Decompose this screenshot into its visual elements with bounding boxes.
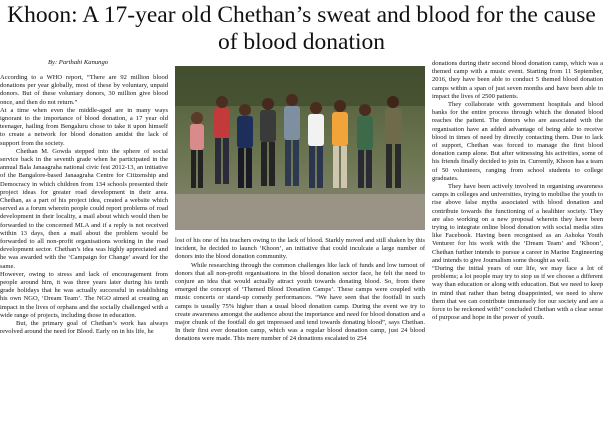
article-byline: By: Parthabi Kanungo	[48, 59, 109, 66]
article-column-2	[175, 237, 425, 432]
team-photo-illustration	[175, 66, 425, 230]
team-photo	[175, 66, 425, 230]
paragraph: However, owing to stress and lack of encouragement from people around him, it was three years later during his tenth grade holidays that he was actually successful in establishing his own NGO, ‘Dream Team’. The NGO aimed at creating an impact in the lives of orphans and the socially challenged with a wide range of projects, including those in education.	[0, 270, 168, 319]
paragraph: lost of his one of his teachers owing to the lack of blood. Starkly moved and still shaken by this incident, he decided to launch ‘Khoon’, an initiative that could inculcate a large number of donors into the blood donation community.	[175, 237, 425, 261]
paragraph: While researching through the common challenges like lack of funds and low turnout of donors that all non-profit organisations in the blood donation sector face, he felt the need to conjure an idea that would actually attract youth towards donating blood. So, from there emerged the concept of ‘Themed Blood Donation Camps’. These camps were coupled with music concerts or stand-up comedy performances. “We have seen that the footfall in such camps is usually 75% higher than a usual blood donation camp. During the event we try to create awareness amongst the audience about the importance and need for blood donation and a major chunk of the footfall do get impressed and tend towards donating blood”, says Chethan. In their first ever donation camp, which was a regular blood donation camp, just 24 blood donations were made. This mere number of 24 donations escalated to 254	[175, 261, 425, 343]
paragraph: But, the primary goal of Chethan’s work has always revolved around the need for Blood. Early on in his life, he	[0, 320, 168, 336]
paragraph: “During the initial years of our life, we may face a lot of problems; a lot people may try to stop us if we choose a different way than education or along with education. But we need to keep in mind that rather than being disappointed, we need to show them that we can contribute immensely for our society and are a force to be reckoned with!” concluded Chethan with a clear sense of purpose and hope in the power of youth.	[432, 265, 603, 322]
paragraph: They collaborate with government hospitals and blood banks for the entire process through which the donated blood reaches the patient. The donors who are associated with the organisation have an added advantage of being able to receive blood in times of need by directly contacting them. Due to lack of support, Chethan was forced to manage the first blood donation camp alone. But after witnessing his activities, some of his friends finally decided to join in. Currently, Khoon has a team of 50 volunteers, ranging from school students to college graduates.	[432, 101, 603, 182]
ground	[175, 194, 425, 230]
paragraph: Chethan M. Gowda stepped into the sphere of social service back in the seventh grade when he participated in the annual Bala Janaagraha national civic fest 2012-13, an initiative of the Bangalore-based Janaagraha Centre for Citizenship and Democracy in which children from 134 schools presented their project ideas for greater road development in their area. Chethan, as a part of his project idea, created a website which served as a forum wherein people could report problems of road development in their locality, a mail about which would then be forwarded to the concerned MLA and if a reply is not received within 13 days, then a mail about the problem would be forwarded to all non-profit organisations working in the road development sector. Chethan’s idea was highly appreciated and he was awarded with the ‘Campaign for Change’ award for the same.	[0, 147, 168, 270]
paragraph: At a time when even the middle-aged are in many ways ignorant to the importance of blood donation, a 17 year old teenager, hailing from Bengaluru chose to take it upon himself to create a network for blood donation amidst the lack of support from the society.	[0, 106, 168, 147]
article-column-1	[0, 74, 168, 432]
article-title: Khoon: A 17-year old Chethan’s sweat and blood for the cause of blood donation	[7, 2, 596, 55]
article-column-3	[432, 60, 603, 432]
paragraph: donations during their second blood donation camp, which was a themed camp with a music event. Starting from 11 September, 2016, they have been able to conduct 5 themed blood donation camps within a span of just seven months and have been able to impact the lives of 2500 patients.	[432, 60, 603, 100]
paragraph: They have been actively involved in organising awareness camps in colleges and universities, trying to mobilise the youth to rise above false myths associated with blood donation and contribute towards the functioning of a healthier society. They are also working on a new proposal wherein they have been trying to integrate online blood donation with social media sites like Facebook. Having been recognised as an Ashoka Youth Venturer for his work with the ‘Dream Team’ and ‘Khoon’, Chethan further intends to pursue a career in Marine Engineering and intends to give Journalism some thought as well.	[432, 183, 603, 264]
paragraph: According to a WHO report, “There are 92 million blood donations per year globally, most of these by voluntary, unpaid donors. But of these voluntary donors, 30 million give blood once, and then do not return.”	[0, 74, 168, 106]
